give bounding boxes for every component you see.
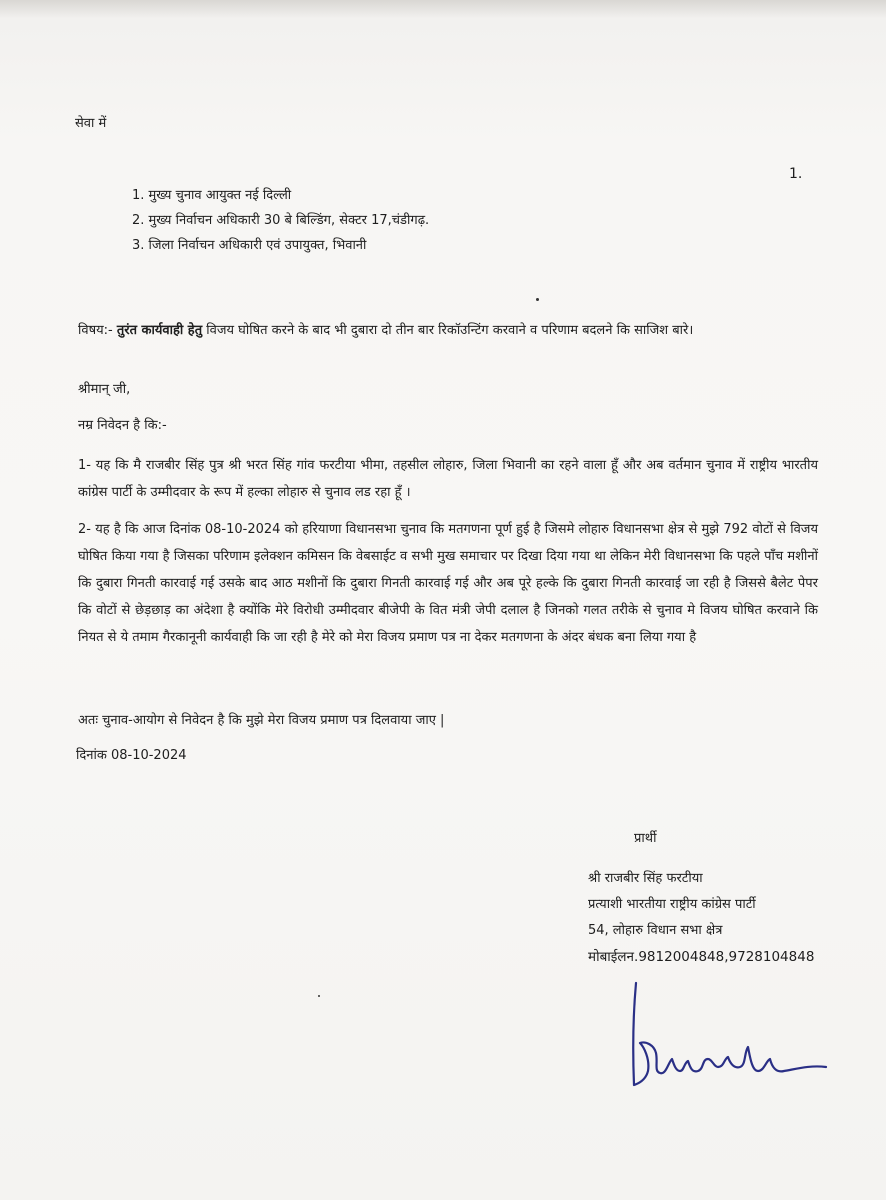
handwritten-signature [620,975,840,1095]
ink-speck [536,298,539,301]
scan-top-shadow [0,0,886,18]
greeting: श्रीमान् जी, [78,382,131,397]
signature-stroke [633,983,826,1085]
recipient-list [132,183,429,258]
subject-line [78,317,818,344]
applicant-role: प्रत्याशी भारतीया राष्ट्रीय कांग्रेस पार्टी [588,897,756,912]
page-number: 1. [789,166,803,182]
ink-speck [318,995,320,997]
subject-emphasis: तुरंत कार्यवाही हेतु [116,323,203,338]
recipient-item: 1. मुख्य चुनाव आयुक्त नई दिल्ली [132,188,292,203]
paragraph-1: 1- यह कि मै राजबीर सिंह पुत्र श्री भरत सिंह गांव फरटीया भीमा, तहसील लोहारु, जिला भिवानी का रहने वाला हूँ और अब वर्तमान चुनाव में राष्ट्रीय भारतीय कांग्रेस पार्टी के उम्मीदवार के रूप में हल्का लोहारु से चुनाव लड रहा हूँ । [78,458,818,500]
paragraph-2: 2- यह है कि आज दिनांक 08-10-2024 को हरियाणा विधानसभा चुनाव कि मतगणना पूर्ण हुई है जिसमे लोहारु विधानसभा क्षेत्र से मुझे 792 वोटों से विजय घोषित किया गया है जिसका परिणाम इलेक्शन कमिसन कि वेबसाईट व सभी मुख समाचार पर दिखा दिया गया था लेकिन मेरी विधानसभा कि पहले पाँच मशीनों कि दुबारा गिनती कारवाई गई उसके बाद आठ मशीनों कि दुबारा गिनती कारवाई गई और अब पूरे हल्के कि दुबारा गिनती कारवाई जा रही है जिससे बैलेट पेपर कि वोटों से छेड़छाड़ का अंदेशा है क्योंकि मेरे विरोधी उम्मीदवार बीजेपी के वित मंत्री जेपी दलाल है जिनको गलत तरीके से चुनाव मे विजय घोषित करवाने कि नियत से ये तमाम गैरकानूनी कार्यवाही कि जा रही है मेरे को मेरा विजय प्रमाण पत्र ना देकर मतगणना के अंदर बंधक बना लिया गया है [78,522,818,645]
subject-text: विजय घोषित करने के बाद भी दुबारा दो तीन बार रिकॉउन्टिंग करवाने व परिणाम बदलने कि साजिश बारे। [202,323,694,338]
applicant-name: श्री राजबीर सिंह फरटीया [588,871,703,886]
constituency: 54, लोहारु विधान सभा क्षेत्र [588,923,723,938]
applicant-details [588,866,814,970]
recipient-item: 2. मुख्य निर्वाचन अधिकारी 30 बे बिल्डिंग, सेक्टर 17,चंडीगढ़. [132,213,430,228]
letter-date: दिनांक 08-10-2024 [76,748,187,763]
request-line: अतः चुनाव-आयोग से निवेदन है कि मुझे मेरा विजय प्रमाण पत्र दिलवाया जाए | [78,713,445,728]
applicant-label: प्रार्थी [634,831,657,846]
recipient-item: 3. जिला निर्वाचन अधिकारी एवं उपायुक्त, भिवानी [132,238,367,253]
subject-label: विषय:- [78,323,117,338]
mobile-numbers: मोबाईलन.9812004848,9728104848 [588,949,815,965]
addressee-heading: सेवा में [75,116,107,131]
intro-line: नम्र निवेदन है कि:- [78,418,167,433]
